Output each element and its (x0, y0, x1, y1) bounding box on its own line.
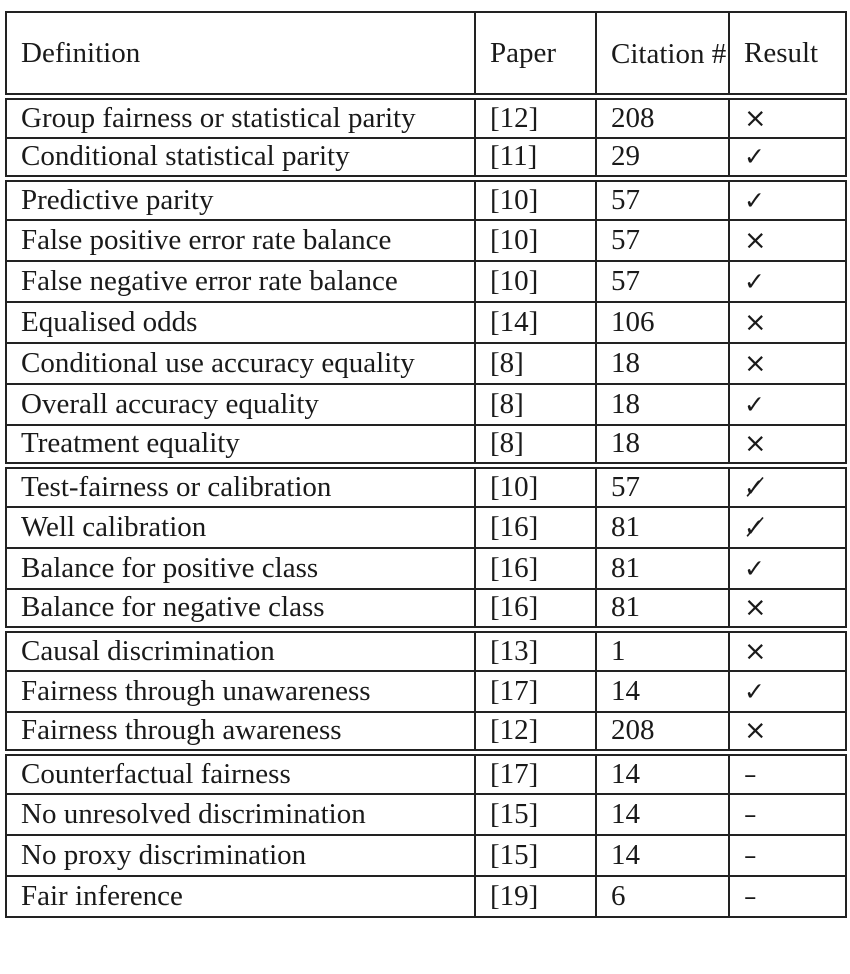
table-row (6, 97, 846, 138)
header-citation: Citation # (596, 12, 729, 97)
cell-definition: Test-fairness or calibration (6, 466, 475, 507)
cell-paper: [17] (475, 671, 596, 712)
table-row (6, 425, 846, 466)
cell-citation: 57 (596, 466, 729, 507)
cell-result: ✓ (729, 384, 846, 425)
cell-definition: Group fairness or statistical parity (6, 97, 475, 138)
cell-paper: [10] (475, 220, 596, 261)
table-row (6, 138, 846, 179)
table-row (6, 630, 846, 671)
cell-result: – (729, 876, 846, 917)
cell-paper: [8] (475, 343, 596, 384)
cell-citation: 57 (596, 220, 729, 261)
cell-citation: 81 (596, 589, 729, 630)
cell-citation: 81 (596, 507, 729, 548)
header-row (6, 12, 846, 97)
cell-citation: 14 (596, 835, 729, 876)
cell-paper: [16] (475, 548, 596, 589)
cell-result: ✓ (729, 671, 846, 712)
header-paper: Paper (475, 12, 596, 97)
table-row (6, 876, 846, 917)
cell-result: ✓ (729, 179, 846, 220)
table-row (6, 671, 846, 712)
cell-citation: 18 (596, 343, 729, 384)
table-row (6, 179, 846, 220)
cell-definition: No unresolved discrimination (6, 794, 475, 835)
cell-result: × (729, 425, 846, 466)
table-row (6, 384, 846, 425)
cell-definition: Fairness through unawareness (6, 671, 475, 712)
cell-citation: 14 (596, 671, 729, 712)
table-container (5, 11, 845, 918)
cell-result: ✓ (729, 261, 846, 302)
table-group (6, 466, 846, 630)
cell-citation: 14 (596, 753, 729, 794)
table-row (6, 835, 846, 876)
cell-result: – (729, 835, 846, 876)
table-group (6, 179, 846, 466)
cell-paper: [10] (475, 179, 596, 220)
table-row (6, 466, 846, 507)
cell-definition: Well calibration (6, 507, 475, 548)
cell-paper: [17] (475, 753, 596, 794)
table-row (6, 507, 846, 548)
cell-citation: 1 (596, 630, 729, 671)
cell-citation: 18 (596, 384, 729, 425)
cell-result: ✓ (729, 138, 846, 179)
table-row (6, 753, 846, 794)
cell-definition: Conditional use accuracy equality (6, 343, 475, 384)
cell-result: × (729, 220, 846, 261)
cell-definition: Causal discrimination (6, 630, 475, 671)
cell-definition: Counterfactual fairness (6, 753, 475, 794)
cell-paper: [12] (475, 97, 596, 138)
cell-paper: [16] (475, 589, 596, 630)
cell-definition: Conditional statistical parity (6, 138, 475, 179)
fairness-definitions-table (5, 11, 847, 918)
cell-citation: 106 (596, 302, 729, 343)
cell-result: ✓̸ (729, 466, 846, 507)
cell-paper: [13] (475, 630, 596, 671)
cell-result: × (729, 630, 846, 671)
header-definition: Definition (6, 12, 475, 97)
cell-result: × (729, 343, 846, 384)
cell-result: ✓ (729, 548, 846, 589)
cell-paper: [8] (475, 384, 596, 425)
cell-paper: [15] (475, 835, 596, 876)
cell-result: – (729, 794, 846, 835)
table-row (6, 343, 846, 384)
table-row (6, 712, 846, 753)
cell-definition: Balance for positive class (6, 548, 475, 589)
cell-citation: 29 (596, 138, 729, 179)
cell-definition: Balance for negative class (6, 589, 475, 630)
cell-paper: [14] (475, 302, 596, 343)
table-row (6, 302, 846, 343)
table-group (6, 753, 846, 917)
cell-citation: 81 (596, 548, 729, 589)
table-row (6, 261, 846, 302)
cell-definition: Fairness through awareness (6, 712, 475, 753)
cell-paper: [19] (475, 876, 596, 917)
cell-result: × (729, 589, 846, 630)
cell-result: – (729, 753, 846, 794)
table-row (6, 220, 846, 261)
cell-citation: 208 (596, 712, 729, 753)
cell-definition: Treatment equality (6, 425, 475, 466)
cell-definition: Overall accuracy equality (6, 384, 475, 425)
cell-paper: [15] (475, 794, 596, 835)
cell-paper: [11] (475, 138, 596, 179)
cell-result: × (729, 302, 846, 343)
table-header (6, 12, 846, 97)
cell-result: × (729, 712, 846, 753)
cell-citation: 57 (596, 261, 729, 302)
cell-paper: [10] (475, 261, 596, 302)
cell-citation: 208 (596, 97, 729, 138)
table-row (6, 794, 846, 835)
cell-definition: Fair inference (6, 876, 475, 917)
table-group (6, 97, 846, 179)
cell-definition: No proxy discrimination (6, 835, 475, 876)
table-row (6, 548, 846, 589)
cell-result: ✓̸ (729, 507, 846, 548)
cell-result: × (729, 97, 846, 138)
table-group (6, 630, 846, 753)
cell-citation: 57 (596, 179, 729, 220)
cell-paper: [8] (475, 425, 596, 466)
cell-definition: Equalised odds (6, 302, 475, 343)
cell-definition: False positive error rate balance (6, 220, 475, 261)
cell-citation: 18 (596, 425, 729, 466)
cell-paper: [16] (475, 507, 596, 548)
cell-definition: False negative error rate balance (6, 261, 475, 302)
cell-definition: Predictive parity (6, 179, 475, 220)
cell-citation: 14 (596, 794, 729, 835)
cell-paper: [10] (475, 466, 596, 507)
cell-paper: [12] (475, 712, 596, 753)
table-row (6, 589, 846, 630)
header-result: Result (729, 12, 846, 97)
cell-citation: 6 (596, 876, 729, 917)
